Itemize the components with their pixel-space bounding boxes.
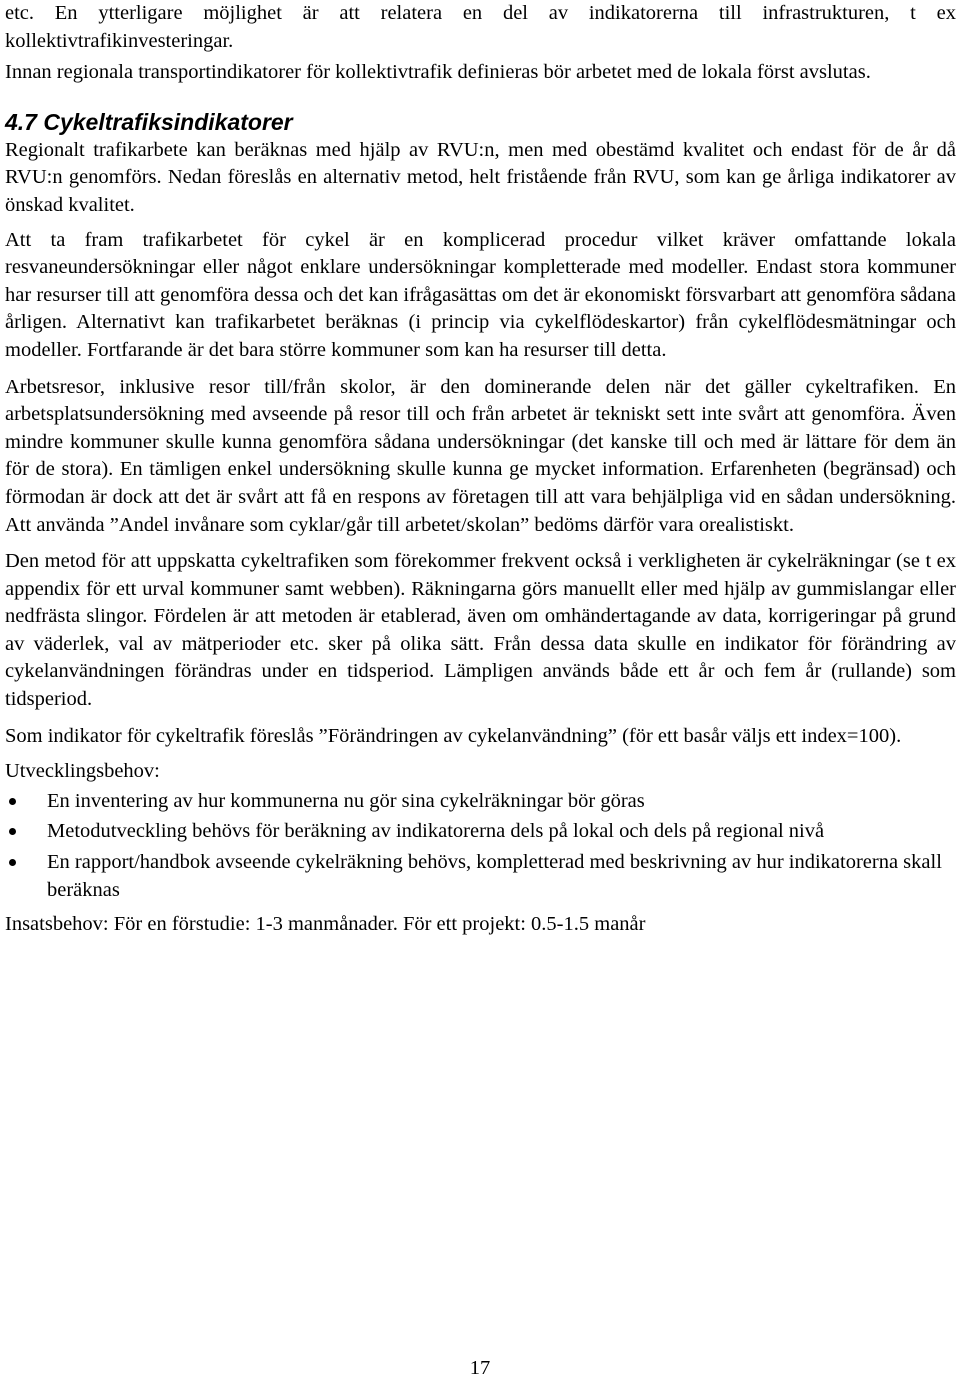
section-paragraph-5: Som indikator för cykeltrafik föreslås ”Förändringen av cykelanvändning” (för ett basår väljs ett index=100). (5, 724, 902, 747)
intro-paragraph-2: Innan regionala transportindikatorer för kollektivtrafik definieras bör arbetet med de lokala först avslutas. (5, 61, 871, 84)
document-page (5, 0, 956, 939)
needs-label: Utvecklingsbehov: (5, 760, 160, 783)
section-paragraph-3: Arbetsresor, inklusive resor till/från skolor, är den dominerande delen när det gäller cykeltrafiken. En arbetsplatsundersökning med avseende på resor till och från arbetet är tekniskt sett inte svårt att genomföra. Även mindre kommuner skulle kunna genomföra sådana undersökningar (det kanske till och med är lättare för dem än för de stora). En tämligen enkel undersökning skulle kunna ge mycket information. Erfarenheten (begränsad) och förmodan är dock att det är svårt att få en respons av företagen till att vara behjälpliga vid en sådan undersökning. Att använda ”Andel invånare som cyklar/går till arbetet/skolan” bedöms därför vara orealistiskt. (5, 375, 956, 536)
bullet-icon (9, 859, 16, 866)
list-item (5, 818, 956, 846)
list-item (5, 788, 956, 816)
section-heading: 4.7 Cykeltrafiksindikatorer (5, 108, 293, 135)
list-item-text: En inventering av hur kommunerna nu gör sina cykelräkningar bör göras (47, 789, 645, 812)
intro-paragraph-1: etc. En ytterligare möjlighet är att relatera en del av indikatorerna till infrastrukturen, t ex kollektivtrafikinvesteringar. (5, 2, 956, 52)
page-number: 17 (469, 1357, 491, 1379)
needs-list (5, 788, 956, 904)
section-paragraph-4: Den metod för att uppskatta cykeltrafiken som förekommer frekvent också i verkligheten är cykelräkningar (se t ex appendix för ett urval kommuner samt webben). Räkningarna görs manuellt eller med hjälp av gummislangar eller nedfrästa slingor. Fördelen är att metoden är etablerad, även om omhändertagande av data, korrigeringar på grund av väderlek, val av mätperioder etc. sker på olika sätt. Från dessa data skulle en indikator för förändring av cykelanvändningen förändras under en tidsperiod. Lämpligen används både ett år och fem år (rullande) som tidsperiod. (5, 550, 956, 711)
bullet-icon (9, 828, 16, 835)
section-paragraph-1: Regionalt trafikarbete kan beräknas med hjälp av RVU:n, men med obestämd kvalitet och endast för de år då RVU:n genomförs. Nedan föreslås en alternativ metod, helt fristående från RVU, som kan ge årliga indikatorer av önskad kvalitet. (5, 138, 956, 216)
list-item (5, 849, 956, 904)
effort-paragraph: Insatsbehov: För en förstudie: 1-3 manmånader. För ett projekt: 0.5-1.5 manår (5, 913, 646, 936)
list-item-text: Metodutveckling behövs för beräkning av indikatorerna dels på lokal och dels på regional nivå (47, 820, 825, 843)
list-item-text: En rapport/handbok avseende cykelräkning behövs, kompletterad med beskrivning av hur indikatorerna skall beräknas (47, 851, 942, 901)
section-paragraph-2: Att ta fram trafikarbetet för cykel är en komplicerad procedur vilket kräver omfattande lokala resvaneundersökningar eller något enklare undersökningar kompletterade med modeller. Endast stora kommuner har resurser till att genomföra dessa och det kan ifrågasättas om det är ekonomiskt försvarbart att genomföra sådana årligen. Alternativt kan trafikarbetet beräknas (i princip via cykelflödeskartor) från cykelflödesmätningar och modeller. Fortfarande är det bara större kommuner som kan ha resurser till detta. (5, 228, 956, 361)
bullet-icon (9, 798, 16, 805)
